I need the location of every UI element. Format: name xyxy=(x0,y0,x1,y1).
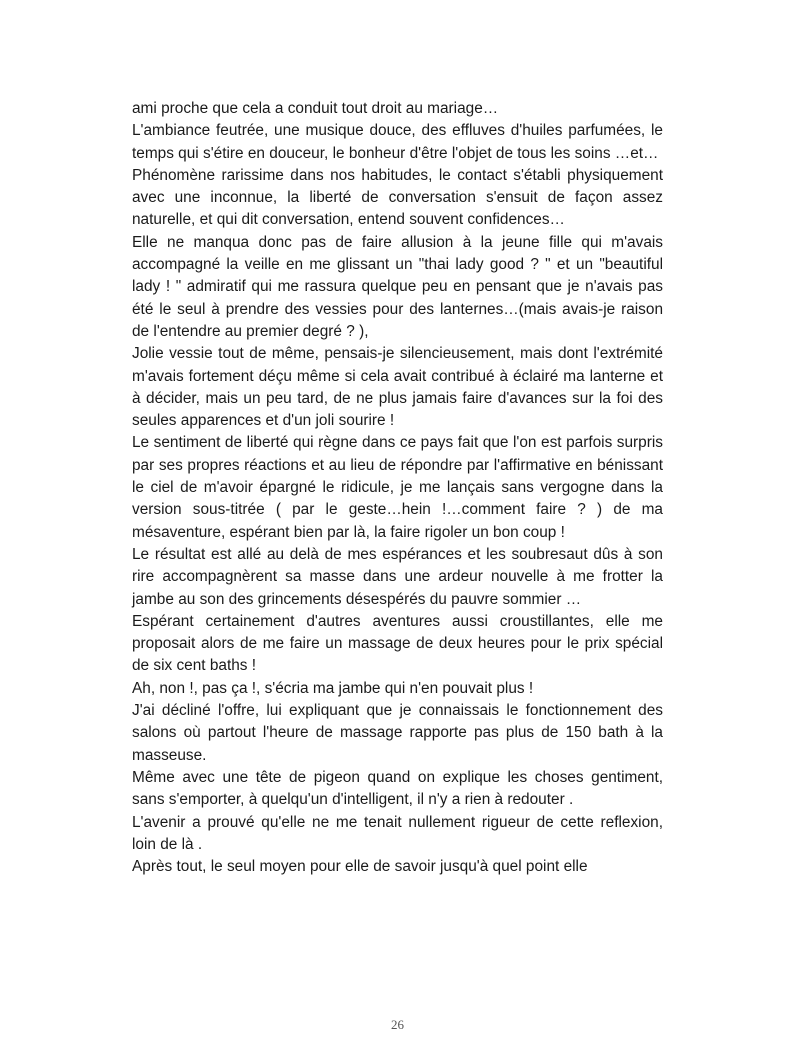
paragraph: Jolie vessie tout de même, pensais-je silencieusement, mais dont l'extrémité m'avais fortement déçu même si cela avait contribué à éclairé ma lanterne et à décider, mais un peu tard, de ne plus jamais faire d'avances sur la foi des seules apparences et d'un joli sourire ! xyxy=(132,345,663,430)
paragraph: Après tout, le seul moyen pour elle de savoir jusqu'à quel point elle xyxy=(132,858,588,876)
paragraph: ami proche que cela a conduit tout droit au mariage… xyxy=(132,100,499,117)
page-number: 26 xyxy=(391,1017,404,1032)
body-text xyxy=(132,98,663,878)
paragraph: Même avec une tête de pigeon quand on explique les choses gentiment, sans s'emporter, à quelqu'un d'intelligent, il n'y a rien à redouter . xyxy=(132,768,663,809)
paragraph: L'ambiance feutrée, une musique douce, des effluves d'huiles parfumées, le temps qui s'étire en douceur, le bonheur d'être l'objet de tous les soins …et… xyxy=(132,122,663,162)
paragraph: L'avenir a prouvé qu'elle ne me tenait nullement rigueur de cette reflexion, loin de là . xyxy=(132,813,663,853)
paragraph: J'ai décliné l'offre, lui expliquant que je connaissais le fonctionnement des salons où partout l'heure de massage rapporte pas plus de 150 bath à la masseuse. xyxy=(132,702,663,764)
paragraph: Phénomène rarissime dans nos habitudes, le contact s'établi physiquement avec une inconnue, la liberté de conversation s'ensuit de façon assez naturelle, et qui dit conversation, entend souvent confidences… xyxy=(132,166,663,229)
paragraph: Le sentiment de liberté qui règne dans ce pays fait que l'on est parfois surpris par ses propres réactions et au lieu de répondre par l'affirmative en bénissant le ciel de m'avoir épargné le ridicule, je me lançais sans vergogne dans la version sous-titrée ( par le geste…hein !…comment faire ? ) de ma mésaventure, espérant bien par là, la faire rigoler un bon coup ! xyxy=(132,434,663,541)
paragraph: Ah, non !, pas ça !, s'écria ma jambe qui n'en pouvait plus ! xyxy=(132,679,534,697)
paragraph: Le résultat est allé au delà de mes espérances et les soubresaut dûs à son rire accompagnèrent sa masse dans une ardeur nouvelle à me frotter la jambe au son des grincements désespérés du pauvre sommier … xyxy=(132,545,663,608)
paragraph: Espérant certainement d'autres aventures aussi croustillantes, elle me proposait alors de me faire un massage de deux heures pour le prix spécial de six cent baths ! xyxy=(132,612,663,675)
paragraph: Elle ne manqua donc pas de faire allusion à la jeune fille qui m'avais accompagné la veille en me glissant un "thai lady good ? " et un "beautiful lady ! " admiratif qui me rassura quelque peu en pensant que je n'avais pas été le seul à prendre des vessies pour des lanternes…(mais avais-je raison de l'entendre au premier degré ? ), xyxy=(132,233,663,340)
